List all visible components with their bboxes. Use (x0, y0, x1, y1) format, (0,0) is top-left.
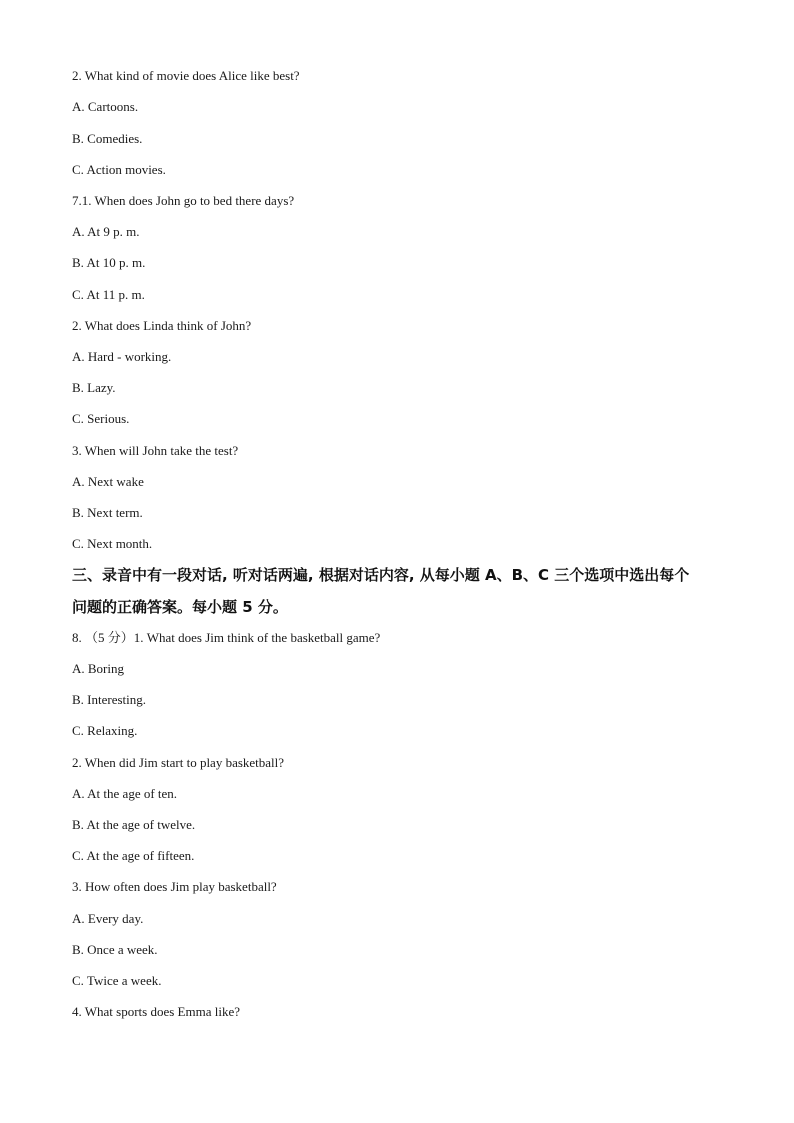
option-b: B. At 10 p. m. (72, 255, 146, 270)
option-b: B. Once a week. (72, 942, 158, 957)
option-c: C. At 11 p. m. (72, 287, 145, 302)
option-b: B. Comedies. (72, 131, 143, 146)
question-2-alice-movie: 2. What kind of movie does Alice like best? (72, 68, 300, 83)
option-c: C. Next month. (72, 536, 153, 551)
option-a: A. At the age of ten. (72, 786, 178, 801)
option-a: A. Cartoons. (72, 99, 139, 114)
question-2-jim-start: 2. When did Jim start to play basketball? (72, 755, 285, 770)
question-3-john-test: 3. When will John take the test? (72, 443, 239, 458)
question-7-1-john-bed: 7.1. When does John go to bed there days? (72, 193, 295, 208)
question-4-emma-sports: 4. What sports does Emma like? (72, 1004, 241, 1019)
option-a: A. Next wake (72, 474, 144, 489)
option-b: B. Lazy. (72, 380, 116, 395)
question-2-linda-john: 2. What does Linda think of John? (72, 318, 252, 333)
option-b: B. At the age of twelve. (72, 817, 196, 832)
section-3-heading-line-2: 问题的正确答案。每小题 5 分。 (72, 598, 288, 616)
question-8-1-jim-basketball: 8. （5 分）1. What does Jim think of the basketball game? (72, 630, 381, 645)
option-a: A. At 9 p. m. (72, 224, 140, 239)
option-c: C. Relaxing. (72, 723, 138, 738)
section-3-heading (72, 559, 732, 623)
question-3-jim-often: 3. How often does Jim play basketball? (72, 879, 277, 894)
option-c: C. At the age of fifteen. (72, 848, 195, 863)
option-c: C. Twice a week. (72, 973, 162, 988)
option-a: A. Hard - working. (72, 349, 172, 364)
section-3-heading-line-1: 三、录音中有一段对话, 听对话两遍, 根据对话内容, 从每小题 A、B、C 三个选项中选出每个 (72, 566, 690, 584)
option-a: A. Every day. (72, 911, 144, 926)
option-a: A. Boring (72, 661, 124, 676)
option-b: B. Interesting. (72, 692, 147, 707)
option-b: B. Next term. (72, 505, 143, 520)
option-c: C. Serious. (72, 411, 130, 426)
option-c: C. Action movies. (72, 162, 166, 177)
